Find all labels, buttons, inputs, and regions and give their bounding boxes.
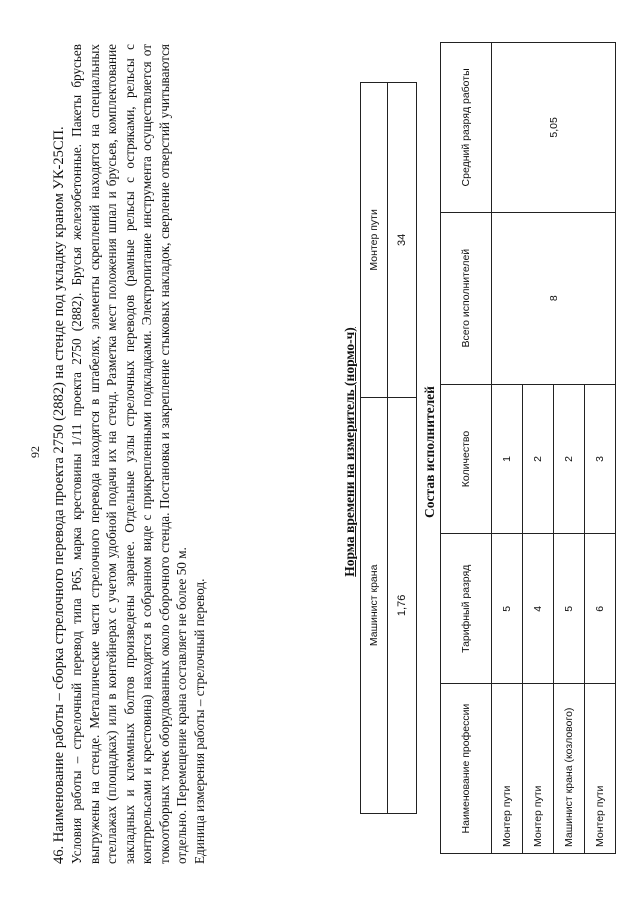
norm-col-track-fitter: Монтер пути: [361, 83, 388, 398]
grade-cell: 5: [554, 534, 585, 684]
rotated-page-content: [20, 22, 620, 882]
norm-heading: Норма времени на измеритель (нормо-ч): [342, 327, 357, 577]
staff-col-count: Количество: [441, 384, 492, 534]
grade-cell: 4: [523, 534, 554, 684]
grade-cell: 6: [585, 534, 616, 684]
staff-col-total: Всего исполнителей: [441, 212, 492, 384]
staff-heading: Состав исполнителей: [422, 386, 437, 518]
norm-value-crane-operator: 1,76: [388, 397, 417, 813]
staff-col-grade: Тарифный разряд: [441, 534, 492, 684]
total-workers-cell: 8: [492, 212, 616, 384]
count-cell: 2: [554, 384, 585, 534]
staff-table: [440, 42, 616, 854]
work-unit: Единица измерения работы – стрелочный перевод.: [191, 578, 207, 864]
norm-table-header-row: [361, 83, 388, 814]
page-number: 92: [28, 446, 42, 458]
work-conditions: Условия работы – стрелочный перевод типа Р65, марка крестовины 1/11 проекта 2750 (2882). Брусья железобетонные. Пакеты брусьев выгружены на стенде. Металлические части стрелочного перевода находятся в штабелях, элементы скреплений находятся на специальных стеллажах (площадках) или в контейнерах с учетом удобной подачи их на стенд. Разметка мест положения шпал и брусьев, комплектование закладных и клеммных болтов произведены заранее. Отдельные узлы стрелочных переводов (рамные рельсы с остряками, рельсы с контррельсами и крестовина) находятся в собранном виде с прикрепленными подкладками. Электропитание инструмента осуществляется от токоотборных точек оборудованных около сборочного стенда. Постановка и закрепление стыковых накладок, сверление отверстий учитываются отдельно. Перемещение крана составляет не более 50 м.: [69, 44, 189, 864]
count-cell: 3: [585, 384, 616, 534]
count-cell: 1: [492, 384, 523, 534]
table-row: [492, 43, 523, 854]
staff-col-average-grade: Средний разряд работы: [441, 43, 492, 213]
staff-col-profession: Наименование профессии: [441, 684, 492, 854]
norm-table: [360, 82, 417, 814]
count-cell: 2: [523, 384, 554, 534]
profession-cell: Машинист крана (козлового): [554, 684, 585, 854]
profession-cell: Монтер пути: [523, 684, 554, 854]
work-title: 46. Наименование работы – сборка стрелочного перевода проекта 2750 (2882) на стенде под укладку краном УК-25СП.: [51, 126, 67, 864]
profession-cell: Монтер пути: [585, 684, 616, 854]
profession-cell: Монтер пути: [492, 684, 523, 854]
grade-cell: 5: [492, 534, 523, 684]
work-description: [50, 44, 208, 864]
norm-table-value-row: [388, 83, 417, 814]
average-grade-cell: 5,05: [492, 43, 616, 213]
norm-value-track-fitter: 34: [388, 83, 417, 398]
norm-col-crane-operator: Машинист крана: [361, 397, 388, 813]
staff-table-header-row: [441, 43, 492, 854]
